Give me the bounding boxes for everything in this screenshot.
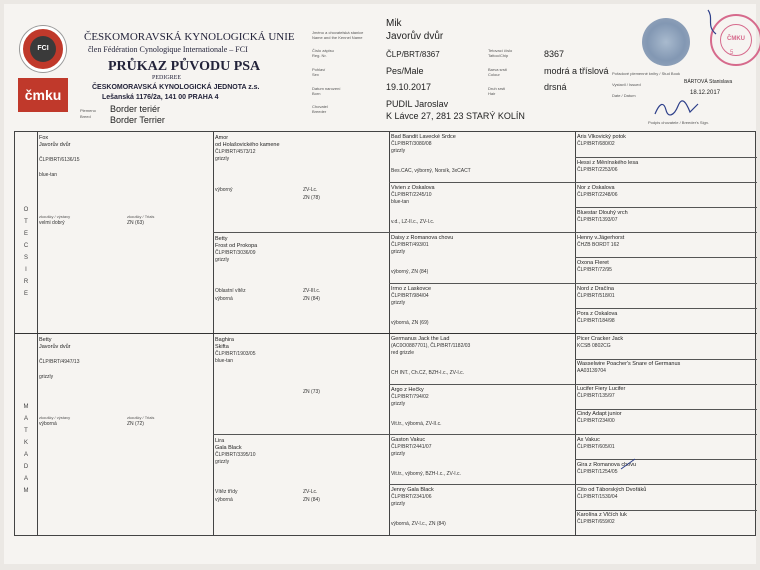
dam-side-label: M A T K A D A M [23, 404, 29, 494]
cmku-logo-text: čmku [18, 78, 68, 112]
g4-cell [577, 512, 627, 526]
g3-reg: ČLP/BRT/2441/07 [391, 444, 432, 450]
g3-name: Irmo z Laskovce [391, 286, 432, 292]
g3-name: Jenny Gala Black [391, 487, 434, 493]
date-label: Date / Datum [612, 93, 636, 98]
g3-colour: grizzly [391, 501, 406, 507]
g2-exam2: výborná [215, 497, 233, 503]
breeder-label-en: Breeder [312, 109, 327, 114]
g2-show1: ZN (73) [303, 389, 320, 395]
g2-reg: ČLP/BRT/1903/05 [215, 351, 256, 357]
sex-label-en: Sex [312, 72, 319, 77]
signature-mark-icon [704, 8, 724, 38]
hair-label-cz: Druh srsti [488, 86, 506, 91]
g2-name: Betty [215, 236, 228, 242]
org-subtitle: člen Fédération Cynologique Internationale – FCI [88, 45, 248, 54]
g4-reg: ČLP/BRT/2248/06 [577, 192, 618, 198]
hair-label-en: Hair [488, 91, 496, 96]
g4-name: Cito od Táborských Dvořáků [577, 487, 647, 493]
g3-cell [391, 437, 432, 458]
g2-exam: Vítěz třídy [215, 489, 238, 495]
g2-kennel: od Holašovického kamene [215, 142, 280, 148]
g4-name: Aris Vlkovický potok [577, 134, 626, 140]
breed-cz: Border teriér [110, 104, 161, 114]
g4-reg: ČLP/BRT/605/01 [577, 444, 615, 450]
g4-reg: ČLP/BRT/184/98 [577, 318, 615, 324]
g3-name: Bad Bandit Lavecké Srdce [391, 134, 456, 140]
g3-note: výborná, ZN (69) [391, 320, 429, 326]
g4-reg: ČLP/BRT/2253/06 [577, 167, 618, 173]
pen-mark-icon [619, 457, 639, 471]
g3-name: Argo z Hečky [391, 387, 424, 393]
fci-emblem-icon [20, 26, 66, 72]
g3-cell [391, 487, 434, 508]
g4-name: Bluestar Dlouhý vrch [577, 210, 628, 216]
g3-colour: grizzly [391, 451, 406, 457]
g2-kennel: Gala Black [215, 445, 242, 451]
g2-kennel: Skifta [215, 344, 229, 350]
breed-label-en: Breed [80, 114, 91, 119]
born-label-cz: Datum narození [312, 86, 341, 91]
dam-exam: výborná [39, 421, 57, 427]
name-label-cz: Jméno a chovatelská stanice [312, 30, 364, 35]
tattoo-label-en: Tattoo/Chip [488, 53, 509, 58]
g2-exam: Oblastní vítěz [215, 288, 246, 294]
document-subtitle: PEDIGREE [152, 75, 181, 81]
g2-name: Baghira [215, 337, 234, 343]
colour-label-cz: Barva srsti [488, 67, 507, 72]
g4-name: Nor z Oskalova [577, 185, 615, 191]
g3-cell [391, 134, 456, 155]
breeder-label-cz: Chovatel [312, 104, 328, 109]
g4-name: Nord z Dračína [577, 286, 614, 292]
g2-reg: ČLP/BRT/4573/12 [215, 149, 256, 155]
g3-note: Vit.tr., výborný, BZH-I.c., ZV-I.c. [391, 471, 461, 477]
sire-exam: velmi dobrý [39, 220, 65, 226]
g3-reg: (AC0O0887701), ČLP/BRT/1182/03 [391, 343, 471, 349]
g4-name: Henny v.Jägerhorst [577, 235, 625, 241]
g3-colour: grizzly [391, 401, 406, 407]
g4-name: Hessi z Měnínského lesa [577, 160, 639, 166]
breed-en: Border Terrier [110, 115, 165, 125]
g2-reg: ČLP/BRT/3395/10 [215, 452, 256, 458]
g4-cell [577, 260, 612, 274]
g3-name: Germanus Jack the Lad [391, 336, 450, 342]
g3-reg: ČLP/BRT/493/01 [391, 242, 429, 248]
g4-cell [577, 185, 618, 199]
g4-reg: ČLP/BRT/1530/04 [577, 494, 618, 500]
g3-name: Gaston Vakuc [391, 437, 426, 443]
g4-reg: ČLP/BRT/135/97 [577, 393, 615, 399]
club-name: ČESKOMORAVSKÁ KYNOLOGICKÁ JEDNOTA z.s. [92, 84, 260, 91]
g3-cell [391, 185, 435, 206]
reg-label-en: Reg. Nr. [312, 53, 327, 58]
g4-name: Wasselwire Poacher's Snare of Germanus [577, 361, 681, 367]
sex-label-cz: Pohlaví [312, 67, 326, 72]
dam-show-label: zkoušky / Trials [127, 415, 155, 420]
signature-icon [652, 100, 702, 118]
g4-reg: KCSB 0802CG [577, 343, 611, 349]
g3-colour: blue-tan [391, 199, 410, 205]
dam-kennel: Javorův dvůr [39, 344, 71, 350]
g4-cell [577, 134, 626, 148]
g2-kennel: Frost od Prokopa [215, 243, 258, 249]
sire-cell [39, 135, 80, 179]
dam-exam-label: zkoušky / výstavy [39, 415, 71, 420]
g2-show1: ZV-III.c. [303, 288, 321, 294]
stamp-number: 5 [730, 50, 734, 56]
g4-reg: ČLP/BRT/659/02 [577, 519, 615, 525]
tattoo-label-cz: Tetovací číslo [488, 48, 513, 53]
issued-by: BÁRTOVÁ Stanislava [684, 79, 733, 85]
g2-exam: výborný [215, 187, 233, 193]
breeder-name: PUDIL Jaroslav [386, 99, 449, 109]
g3-note: CH INT., Ch.CZ, BZH-I.c., ZV-I.c. [391, 370, 465, 376]
g2-colour: grizzly [215, 459, 230, 465]
dog-colour: modrá a tříslová [544, 66, 609, 76]
g2-cell [215, 438, 256, 466]
g3-colour: grizzly [391, 300, 406, 306]
g4-name: Cindy Adapt junior [577, 411, 622, 417]
g2-exam2: výborná [215, 296, 233, 302]
g4-name: Lucifer Fiery Lucifer [577, 386, 626, 392]
g2-name: Amor [215, 135, 229, 141]
g3-note: výborná, ZV-I.c., ZN (84) [391, 521, 446, 527]
dam-colour: grizzly [39, 374, 54, 380]
sire-reg: ČLP/BRT/6136/15 [39, 157, 80, 163]
dog-born: 19.10.2017 [386, 82, 432, 92]
g2-colour: blue-tan [215, 358, 234, 364]
g3-colour: grizzly [391, 249, 406, 255]
g4-name: Picer Cracker Jack [577, 336, 624, 342]
colour-label-en: Colour [488, 72, 500, 77]
dog-reg-no: ČLP/BRT/8367 [386, 50, 440, 59]
dog-hair: drsná [544, 82, 567, 92]
breeder-address: K Lávce 27, 281 23 STARÝ KOLÍN [386, 111, 525, 121]
g4-cell [577, 411, 622, 425]
g4-name: Gira z Romanova chovu [577, 462, 636, 468]
g4-cell [577, 336, 623, 350]
g2-cell [215, 337, 256, 365]
g2-reg: ČLP/BRT/3036/09 [215, 250, 256, 256]
g2-name: Lira [215, 438, 225, 444]
breeder-sign-label: Podpis chovatele / Breeder's Sign. [648, 120, 710, 125]
sire-show-label: zkoušky / Trials [127, 214, 155, 219]
g4-name: Pora z Oskalova [577, 311, 618, 317]
dam-reg: ČLP/BRT/4947/13 [39, 359, 80, 365]
g2-cell [215, 236, 257, 264]
g3-note: výborný, ZN (84) [391, 269, 429, 275]
g4-reg: ČLP/BRT/72/95 [577, 267, 612, 273]
dam-cell [39, 337, 80, 381]
sire-name: Fox [39, 135, 49, 141]
dog-kennel: Javorův dvůr [386, 31, 444, 42]
g3-reg: ČLP/BRT/3080/08 [391, 141, 432, 147]
g4-name: Ax Vakuc [577, 437, 600, 443]
g4-cell [577, 386, 625, 400]
g3-reg: ČLP/BRT/984/04 [391, 293, 429, 299]
g2-colour: grizzly [215, 156, 230, 162]
club-address: Lešanská 1176/2a, 141 00 PRAHA 4 [102, 94, 219, 101]
pedigree-table [14, 131, 756, 536]
g3-reg: ČLP/BRT/794/02 [391, 394, 429, 400]
g4-cell [577, 487, 646, 501]
g4-reg: ČLP/BRT/234/00 [577, 418, 615, 424]
g4-name: Karolína z Vlčích luk [577, 512, 627, 518]
g3-colour: grizzly [391, 148, 406, 154]
g4-reg: ČLP/BRT/1254/05 [577, 469, 618, 475]
g4-reg: ČLP/BRT/1393/07 [577, 217, 618, 223]
g2-show2: ZN (84) [303, 497, 320, 503]
g4-reg: ČHZB BORDT 162 [577, 242, 620, 248]
issued-label: Vystavil / Issued [612, 82, 641, 87]
g3-cell [391, 387, 429, 408]
g4-name: Oxona Fleret [577, 260, 609, 266]
reg-label-cz: Číslo zápisu [312, 48, 334, 53]
g3-reg: ČLP/BRT/2341/06 [391, 494, 432, 500]
cmku-logo [18, 26, 68, 114]
dam-show: ZN (72) [127, 421, 144, 427]
g2-show2: ZN (84) [303, 296, 320, 302]
fci-logo-text: FCI [30, 36, 56, 62]
g3-cell [391, 336, 470, 357]
g2-colour: grizzly [215, 257, 230, 263]
g2-show2: ZN (78) [303, 195, 320, 201]
seal-emblem-icon [642, 18, 690, 66]
g3-note: Bes.CAC, výborný, Norsík, 3xCACT [391, 168, 471, 174]
dog-name: Mik [386, 18, 402, 29]
sire-kennel: Javorův dvůr [39, 142, 71, 148]
sire-show: ZN (63) [127, 220, 144, 226]
g4-cell [577, 437, 615, 451]
g2-cell [215, 135, 280, 163]
g3-note: v.d., LZ-II.c., ZV-I.c. [391, 219, 435, 225]
pedigree-document [4, 4, 756, 564]
g4-cell [577, 361, 680, 375]
g4-cell [577, 160, 638, 174]
sire-colour: blue-tan [39, 172, 58, 178]
org-title: ČESKOMORAVSKÁ KYNOLOGICKÁ UNIE [84, 31, 295, 43]
studbook-label: Pořadové plemenné knihy / Stud Book [612, 71, 681, 76]
g4-cell [577, 311, 617, 325]
sire-exam-label: zkoušky / výstavy [39, 214, 71, 219]
g2-show1: ZV-Lc. [303, 187, 318, 193]
g3-name: Daisy z Romanova chovu [391, 235, 454, 241]
g4-reg: AA03139704 [577, 368, 606, 374]
g3-note: Vit.tr., výborná, ZV-II.c. [391, 421, 442, 427]
g3-cell [391, 286, 431, 307]
breed-label-cz: Plemeno [80, 108, 96, 113]
name-label-en: Name and the Kennel Name [312, 35, 363, 40]
dog-sex: Pes/Male [386, 66, 424, 76]
g2-show1: ZV-Lc. [303, 489, 318, 495]
g3-colour: red grizzle [391, 350, 415, 356]
document-title: PRŮKAZ PŮVODU PSA [108, 59, 261, 74]
g4-cell [577, 235, 624, 249]
dog-tattoo: 8367 [544, 49, 565, 59]
born-label-en: Born [312, 91, 321, 96]
dam-name: Betty [39, 337, 52, 343]
g4-cell [577, 286, 615, 300]
g4-reg: ČLP/BRT/680/02 [577, 141, 615, 147]
stamp-text: ČMKU [727, 36, 745, 42]
g3-reg: ČLP/BRT/2245/10 [391, 192, 432, 198]
g4-reg: ČLP/BRT/518/01 [577, 293, 615, 299]
g3-cell [391, 235, 453, 256]
g3-name: Vivien z Oskalova [391, 185, 435, 191]
sire-side-label: O T E C S I R E [23, 207, 29, 297]
g4-cell [577, 210, 628, 224]
issue-date: 18.12.2017 [690, 90, 721, 96]
